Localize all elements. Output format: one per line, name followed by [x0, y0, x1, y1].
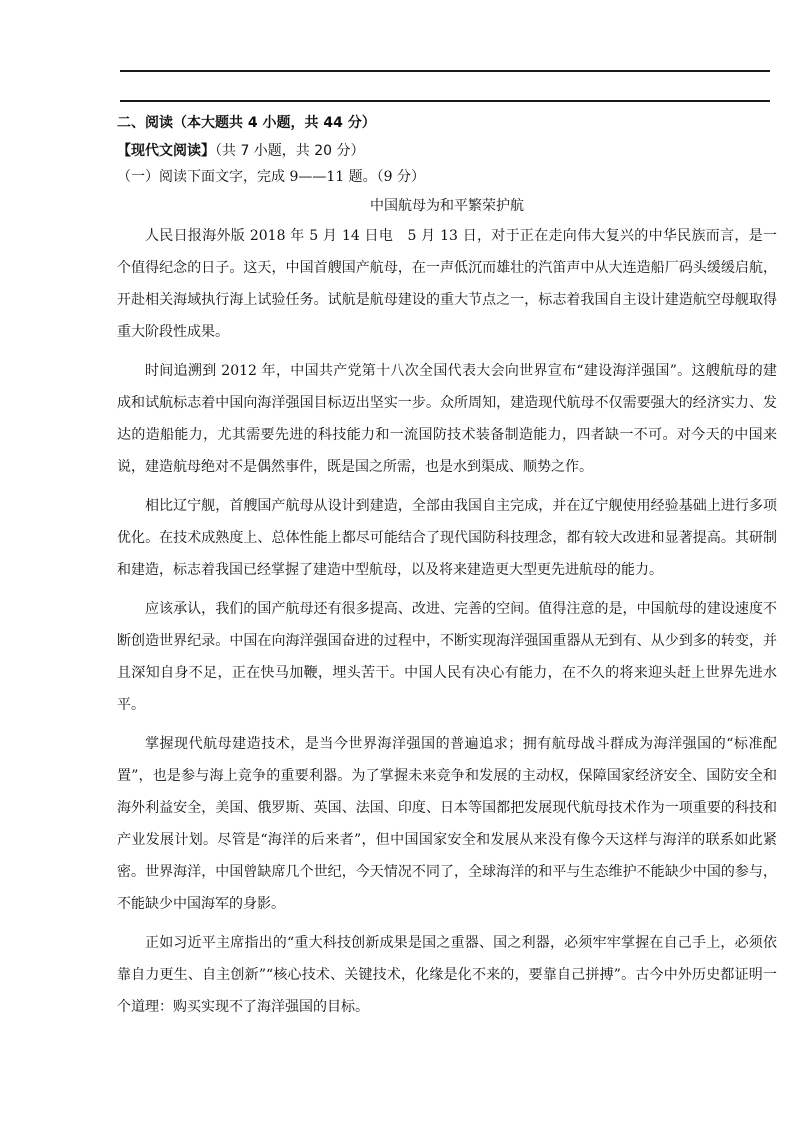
article-paragraph-2: 时间追溯到 2012 年，中国共产党第十八次全国代表大会向世界宣布“建设海洋强国”。这艘航母的建成和试航标志着中国向海洋强国目标迈出坚实一步。众所周知，建造现代航母不仅需要强大的经济实力、发达的造船能力，尤其需要先进的科技能力和一流国防技术装备制造能力，四者缺一不可。对今天的中国来说，建造航母绝对不是偶然事件，既是国之所需，也是水到渠成、顺势之作。 [117, 363, 777, 475]
reading-section [117, 112, 777, 1030]
section-heading: 二、阅读（本大题共 4 小题，共 44 分） [117, 115, 376, 131]
answer-line-2 [120, 100, 770, 102]
modern-reading-heading [117, 140, 777, 162]
article-title: 中国航母为和平繁荣护航 [370, 198, 524, 214]
article-paragraph-4: 应该承认，我们的国产航母还有很多提高、改进、完善的空间。值得注意的是，中国航母的建设速度不断创造世界纪录。中国在向海洋强国奋进的过程中，不断实现海洋强国重器从无到有、从少到多的转变，并且深知自身不足，正在快马加鞭，埋头苦干。中国人民有决心有能力，在不久的将来迎头赶上世界先进水平。 [117, 601, 777, 713]
modern-reading-label: 【现代文阅读】 [117, 143, 215, 159]
article-paragraph-1: 人民日报海外版 2018 年 5 月 14 日电 5 月 13 日，对于正在走向伟大复兴的中华民族而言，是一个值得纪念的日子。这天，中国首艘国产航母，在一声低沉而雄壮的汽笛声中从大连造船厂码头缓缓启航，开赴相关海域执行海上试验任务。试航是航母建设的重大节点之一，标志着我国自主设计建造航空母舰取得重大阶段性成果。 [117, 228, 777, 340]
article-paragraph-5: 掌握现代航母建造技术，是当今世界海洋强国的普遍追求；拥有航母战斗群成为海洋强国的“标准配置”，也是参与海上竞争的重要利器。为了掌握未来竞争和发展的主动权，保障国家经济安全、国防安全和海外利益安全，美国、俄罗斯、英国、法国、印度、日本等国都把发展现代航母技术作为一项重要的科技和产业发展计划。尽管是“海洋的后来者”，但中国国家安全和发展从来没有像今天这样与海洋的联系如此紧密。世界海洋，中国曾缺席几个世纪，今天情况不同了，全球海洋的和平与生态维护不能缺少中国的参与，不能缺少中国海军的身影。 [117, 736, 777, 912]
modern-reading-count: （共 7 小题，共 20 分） [215, 143, 365, 159]
article-paragraph-6: 正如习近平主席指出的“重大科技创新成果是国之重器、国之利器，必须牢牢掌握在自己手上，必须依靠自力更生、自主创新”“核心技术、关键技术，化缘是化不来的，要靠自己拼搏”。古今中外历史都证明一个道理：购买实现不了海洋强国的目标。 [117, 935, 777, 1015]
question-instruction: （一）阅读下面文字，完成 9——11 题。（9 分） [117, 169, 425, 185]
article-paragraph-3: 相比辽宁舰，首艘国产航母从设计到建造，全部由我国自主完成，并在辽宁舰使用经验基础上进行多项优化。在技术成熟度上、总体性能上都尽可能结合了现代国防科技理念，都有较大改进和显著提高。其研制和建造，标志着我国已经掌握了建造中型航母，以及将来建造更大型更先进航母的能力。 [117, 498, 777, 578]
answer-line-1 [120, 70, 770, 72]
